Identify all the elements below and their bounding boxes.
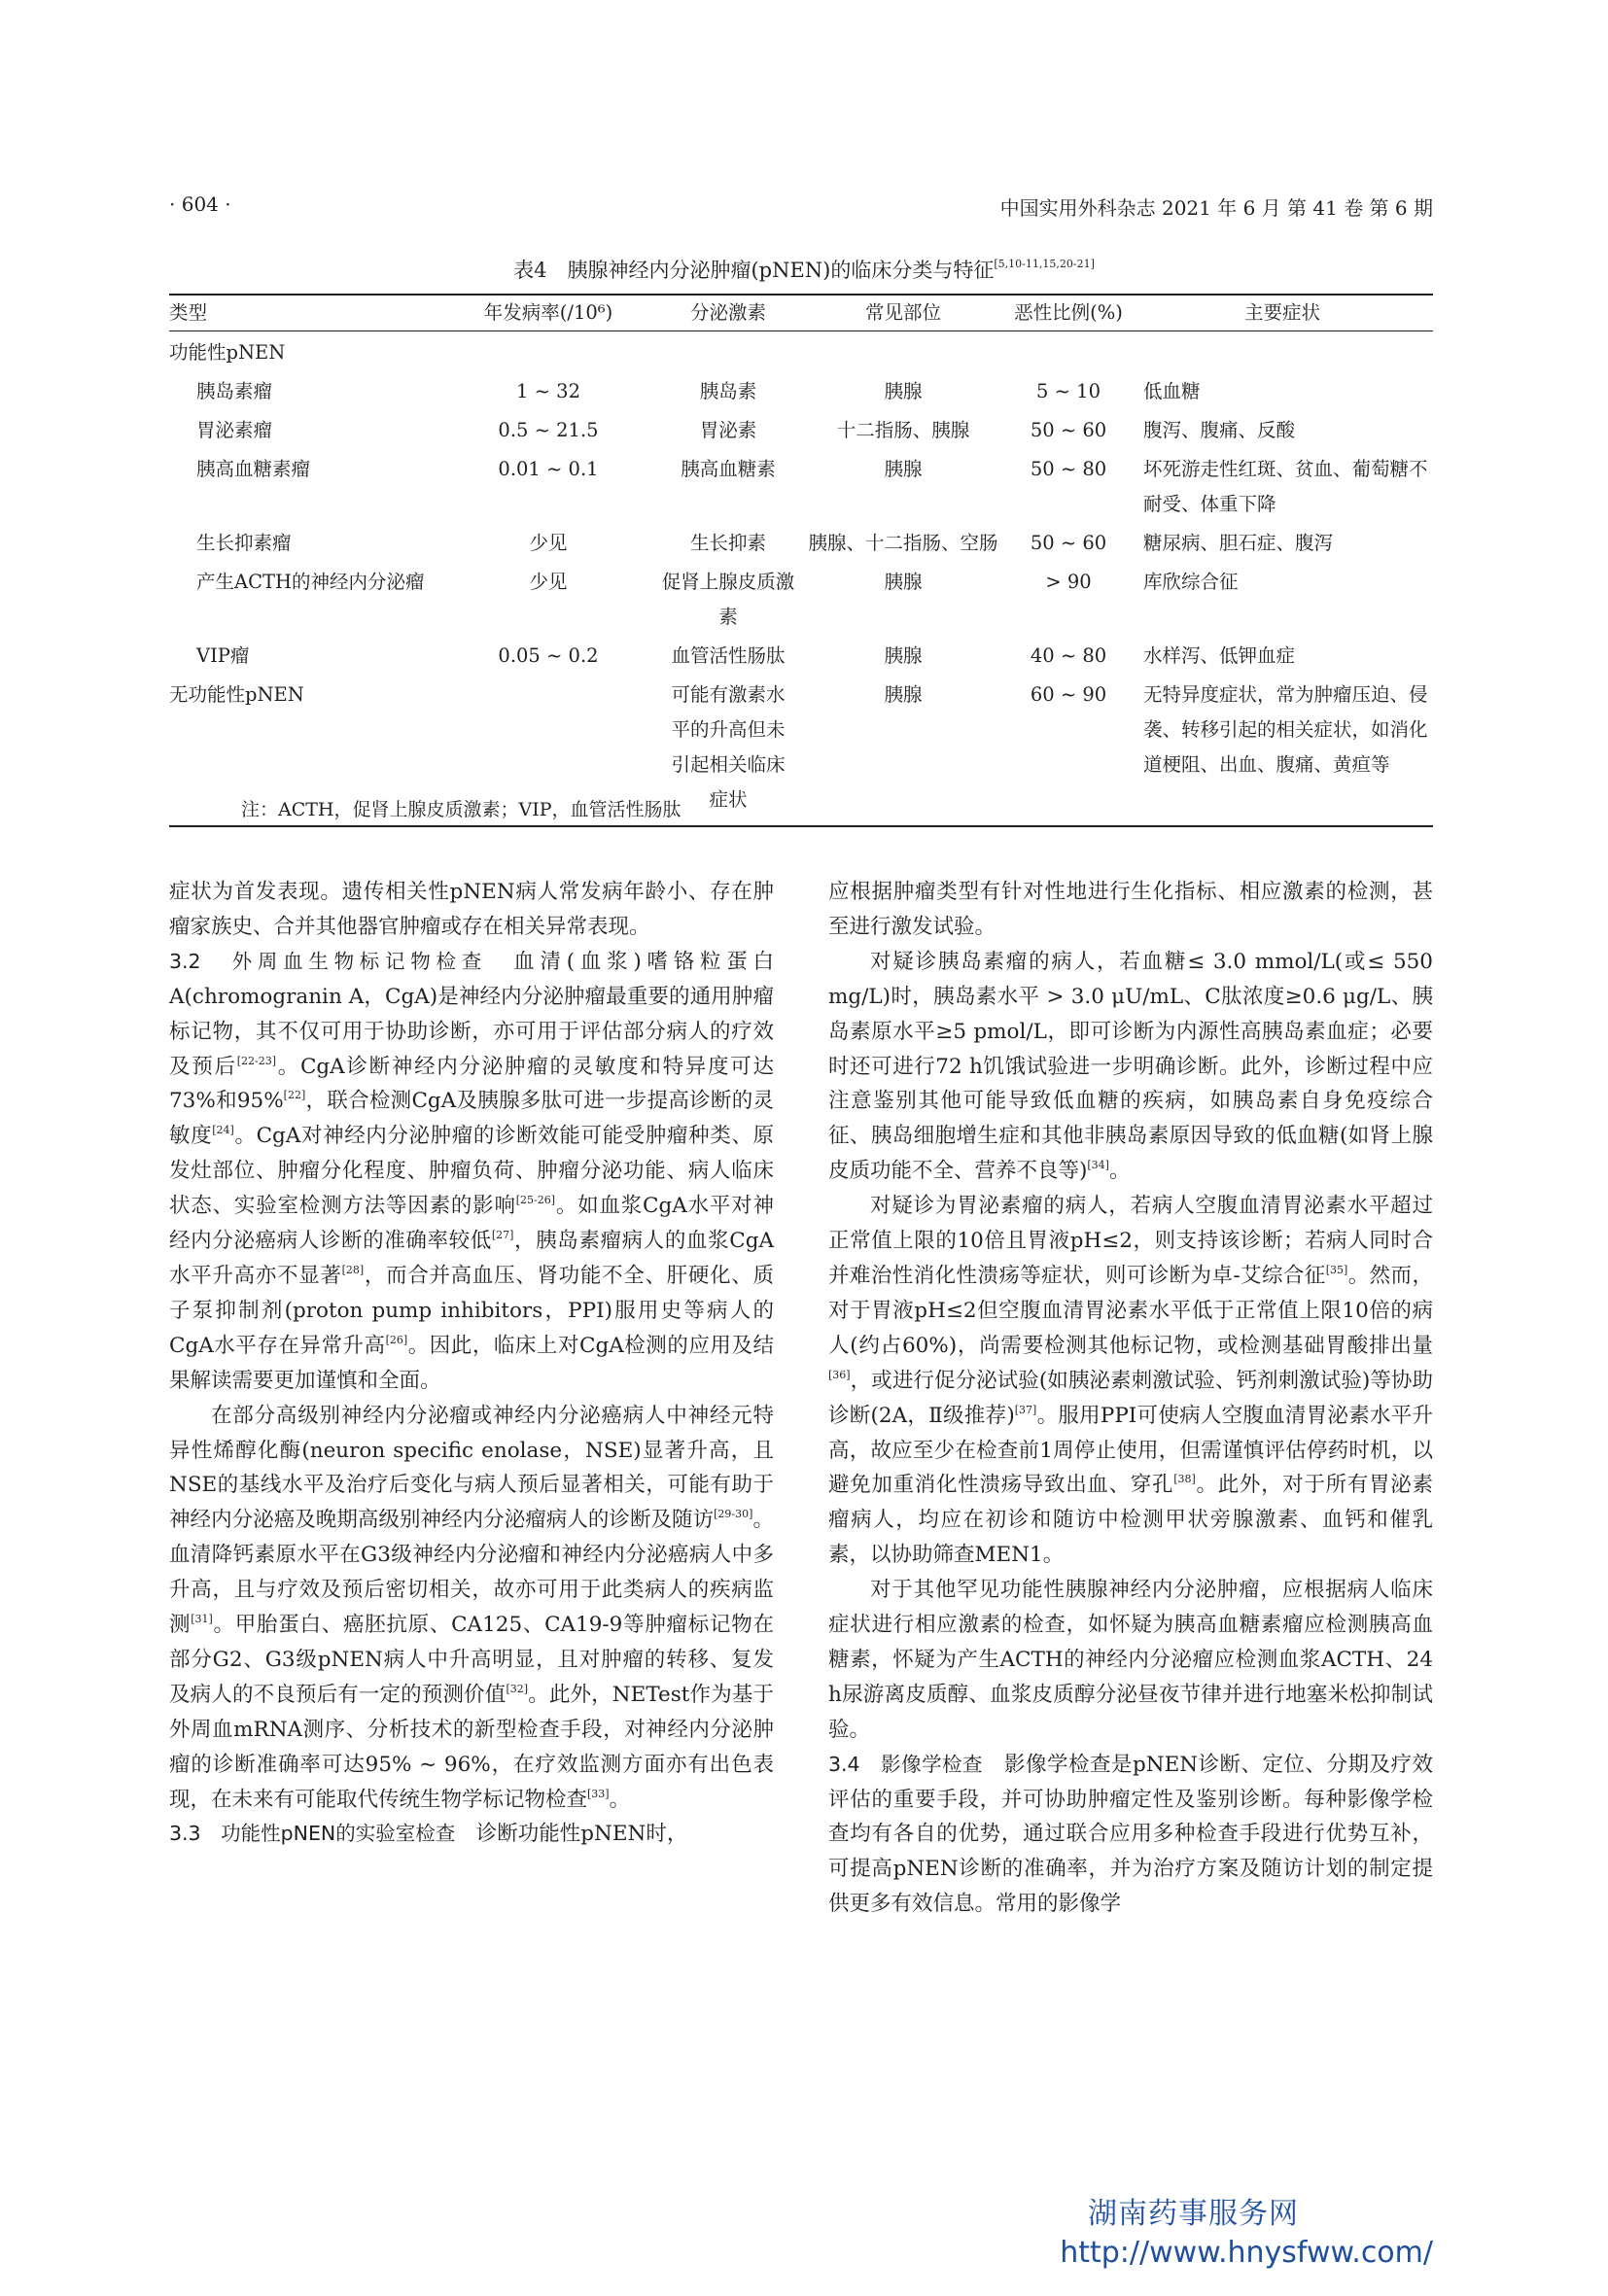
- table-row: [169, 522, 1433, 561]
- table-row: [169, 635, 1433, 674]
- text-run: 对疑诊为胃泌素瘤的病人，若病人空腹血清胃泌素水平超过正常值上限的10倍且胃液pH≤2，则支持该诊断；若病人同时合并难治性消化性溃疡等症状，则可诊断为卓-艾综合征: [828, 1194, 1433, 1288]
- table-cell: 胰岛素: [699, 380, 757, 402]
- text-run: 。: [609, 1787, 631, 1812]
- classification-table: [169, 294, 1433, 827]
- citation: [22]: [283, 1089, 306, 1102]
- table-cell: 胰高血糖素瘤: [196, 458, 311, 480]
- table-cell: 糖尿病、胆石症、腹泻: [1143, 532, 1334, 554]
- watermark-name: 湖南药事服务网: [1088, 2197, 1299, 2231]
- citation: [29-30]: [714, 1508, 753, 1521]
- table-cell: 产生ACTH的神经内分泌瘤: [196, 571, 425, 593]
- table-row: [169, 561, 1433, 635]
- table-note: 注：ACTH，促肾上腺皮质激素；VIP，血管活性肠肽: [241, 799, 682, 820]
- paragraph: 对于其他罕见功能性胰腺神经内分泌肿瘤，应根据病人临床症状进行相应激素的检查，如怀疑为胰高血糖素瘤应检测胰高血糖素，怀疑为产生ACTH的神经内分泌瘤应检测血浆ACTH、24 h尿游离皮质醇、血浆皮质醇分泌昼夜节律并进行地塞米松抑制试验。: [828, 1578, 1433, 1742]
- text-run: 。甲胎蛋白、癌胚抗原、CA125、CA19-9等肿瘤标记物在部分G2、G3级pNEN病人中升高明显，且对肿瘤的转移、复发及病人的不良预后有一定的预测价值: [169, 1613, 774, 1707]
- table-cell: 胰腺: [884, 380, 923, 402]
- table-header-row: [169, 295, 1433, 331]
- citation: [38]: [1173, 1473, 1196, 1486]
- citation: [27]: [491, 1229, 514, 1242]
- text-run: 。: [1108, 1159, 1131, 1184]
- table-cell: 胃泌素: [699, 419, 757, 441]
- table-cell: 低血糖: [1143, 380, 1201, 402]
- table-row: [169, 409, 1433, 448]
- citation: [26]: [385, 1333, 408, 1346]
- paragraph: [169, 1399, 774, 1818]
- table-cell: 0.5 ~ 21.5: [498, 419, 599, 441]
- table-cell: 50 ~ 60: [1030, 419, 1107, 441]
- left-column: [169, 875, 774, 1852]
- text-run: 血清(血浆)嗜铬粒蛋白A(chromogranin A，CgA)是神经内分泌肿瘤最重要的通用肿瘤标记物，其不仅可用于协助诊断，亦可用于评估部分病人的疗效及预后: [169, 949, 774, 1079]
- right-column: [828, 875, 1433, 1922]
- page-number: · 604 ·: [169, 192, 231, 216]
- text-run: 。CgA对神经内分泌肿瘤的诊断效能可能受肿瘤种类、原发灶部位、肿瘤分化程度、肿瘤负荷、肿瘤分泌功能、病人临床状态、实验室检测方法等因素的影响: [169, 1124, 774, 1219]
- table-cell: 胰腺: [884, 458, 923, 480]
- table-cell: 生长抑素: [689, 532, 766, 554]
- text-run: 。CgA诊断神经内分泌肿瘤的灵敏度和特异度可达73%和95%: [169, 1054, 774, 1114]
- table-cell: 无功能性pNEN: [169, 674, 441, 826]
- table-header-cell: 分泌激素: [655, 295, 801, 331]
- table-header-cell: 恶性比例(%): [1005, 295, 1132, 331]
- table-cell: 血管活性肠肽: [671, 644, 786, 667]
- text-run: 。然而，对于胃液pH≤2但空腹血清胃泌素水平低于正常值上限10倍的病人(约占60%)，尚需要检测其他标记物，或检测基础胃酸排出量: [828, 1263, 1433, 1358]
- citation: [22-23]: [236, 1054, 276, 1067]
- paragraph: [828, 1748, 1433, 1923]
- table-header-cell: 主要症状: [1132, 295, 1433, 331]
- table-cell: 促肾上腺皮质激素: [661, 571, 795, 628]
- citation: [33]: [587, 1787, 610, 1800]
- table-caption: [0, 255, 1608, 284]
- table-cell: [801, 331, 1005, 371]
- table-cell: 50 ~ 80: [1030, 458, 1107, 480]
- text-run: 。如血浆CgA水平对神经内分泌癌病人诊断的准确率较低: [169, 1194, 774, 1254]
- table-cell: 胰腺: [884, 571, 923, 593]
- table-caption-ref: [5,10-11,15,20-21]: [994, 258, 1095, 270]
- table-cell: 库欣综合征: [1143, 571, 1239, 593]
- citation: [25-26]: [515, 1194, 556, 1207]
- table-cell: 生长抑素瘤: [196, 532, 292, 554]
- text-run: 。服用PPI可使病人空腹血清胃泌素水平升高，故应至少在检查前1周停止使用，但需谨慎评估停药时机，以避免加重消化性溃疡导致出血、穿孔: [828, 1403, 1433, 1498]
- citation: [32]: [506, 1682, 529, 1695]
- table-cell: 少见: [529, 571, 568, 593]
- section-heading: 3.3 功能性pNEN的实验室检查: [169, 1822, 456, 1846]
- table-header-cell: 类型: [169, 295, 441, 331]
- citation: [35]: [1325, 1263, 1348, 1276]
- table-cell: 0.05 ~ 0.2: [498, 644, 599, 667]
- table-caption-text: 表4 胰腺神经内分泌肿瘤(pNEN)的临床分类与特征: [513, 259, 995, 282]
- text-run: 。血清降钙素原水平在G3级神经内分泌瘤和神经内分泌癌病人中多升高，且与疗效及预后密切相关，故亦可用于此类病人的疾病监测: [169, 1508, 774, 1638]
- text-run: 。因此，临床上对CgA检测的应用及结果解读需要更加谨慎和全面。: [169, 1333, 774, 1393]
- table-cell: 60 ~ 90: [1005, 674, 1132, 826]
- table-cell: 胃泌素瘤: [196, 419, 273, 441]
- citation: [24]: [212, 1124, 234, 1137]
- table-cell: 水样泻、低钾血症: [1143, 644, 1296, 667]
- text-run: 诊断功能性pNEN时，: [455, 1822, 688, 1847]
- table-cell: > 90: [1045, 571, 1092, 593]
- table-cell: 十二指肠、胰腺: [836, 419, 970, 441]
- table-header-cell: 年发病率(/10⁶): [441, 295, 655, 331]
- table-cell: [1132, 331, 1433, 371]
- table-row: [169, 448, 1433, 522]
- table-cell: 50 ~ 60: [1030, 532, 1107, 554]
- watermark-url[interactable]: http://www.hnysfww.com/: [1060, 2236, 1433, 2270]
- table-cell: VIP瘤: [196, 644, 250, 667]
- table-cell: [441, 331, 655, 371]
- text-run: 对疑诊胰岛素瘤的病人，若血糖≤ 3.0 mmol/L(或≤ 550 mg/L)时，胰岛素水平 > 3.0 μU/mL、C肽浓度≥0.6 μg/L、胰岛素原水平≥5 pmol/L，即可诊断为内源性高胰岛素血症；必要时还可进行72 h饥饿试验进一步明确诊断。此外，诊断过程中应注意鉴别其他可能导致低血糖的疾病，如胰岛素自身免疫综合征、胰岛细胞增生症和其他非胰岛素原因导致的低血糖(如肾上腺皮质功能不全、营养不良等): [828, 949, 1433, 1184]
- table-header-cell: 常见部位: [801, 295, 1005, 331]
- paragraph: [828, 945, 1433, 1189]
- table-cell: 腹泻、腹痛、反酸: [1143, 419, 1296, 441]
- citation: [31]: [191, 1613, 213, 1626]
- section-heading: 3.2 外周血生物标记物检查: [169, 949, 488, 973]
- journal-header: 中国实用外科杂志 2021 年 6 月 第 41 卷 第 6 期: [999, 196, 1433, 220]
- table-cell: 坏死游走性红斑、贫血、葡萄糖不耐受、体重下降: [1143, 458, 1428, 515]
- paragraph: [169, 945, 774, 1399]
- table-row: [169, 370, 1433, 409]
- citation: [37]: [1014, 1403, 1037, 1416]
- citation: [28]: [341, 1263, 365, 1276]
- table-cell: 胰腺: [884, 644, 923, 667]
- section-heading: 3.4 影像学检查: [828, 1752, 984, 1776]
- table-cell: [655, 331, 801, 371]
- table-cell: 1 ~ 32: [516, 380, 580, 402]
- text-run: 。此外，对于所有胃泌素瘤病人，均应在初诊和随访中检测甲状旁腺激素、血钙和催乳素，以协助筛查MEN1。: [828, 1473, 1433, 1568]
- paragraph: 症状为首发表现。遗传相关性pNEN病人常发病年龄小、存在肿瘤家族史、合并其他器官肿瘤或存在相关异常表现。: [169, 880, 774, 939]
- text-run: ，联合检测CgA及胰腺多肽可进一步提高诊断的灵敏度: [169, 1089, 774, 1149]
- paragraph: [828, 1189, 1433, 1573]
- text-run: 影像学检查是pNEN诊断、定位、分期及疗效评估的重要手段，并可协助肿瘤定性及鉴别诊断。每种影像学检查均有各自的优势，通过联合应用多种检查手段进行优势互补，可提高pNEN诊断的准确率，并为治疗方案及随访计划的制定提供更多有效信息。常用的影像学: [828, 1752, 1433, 1917]
- paragraph: [169, 1817, 774, 1852]
- table-cell: 无特异度症状，常为肿瘤压迫、侵袭、转移引起的相关症状，如消化道梗阻、出血、腹痛、黄疸等: [1132, 674, 1433, 826]
- table-cell: 胰腺、十二指肠、空肠: [808, 532, 998, 554]
- table-cell: 胰高血糖素: [681, 458, 776, 480]
- table-cell: 0.01 ~ 0.1: [498, 458, 599, 480]
- table-cell: 胰腺: [801, 674, 1005, 826]
- text-run: ，胰岛素瘤病人的血浆CgA水平升高亦不显著: [169, 1229, 774, 1288]
- text-run: 在部分高级别神经内分泌瘤或神经内分泌癌病人中神经元特异性烯醇化酶(neuron specific enolase，NSE)显著升高，且NSE的基线水平及治疗后变化与病人预后显著相关，可能有助于神经内分泌癌及晚期高级别神经内分泌瘤病人的诊断及随访: [169, 1403, 774, 1533]
- table-row: [169, 331, 1433, 371]
- paragraph: 应根据肿瘤类型有针对性地进行生化指标、相应激素的检测，甚至进行激发试验。: [828, 880, 1433, 939]
- citation: [36]: [828, 1368, 851, 1381]
- table-cell: 胰岛素瘤: [196, 380, 273, 402]
- text-run: 。此外，NETest作为基于外周血mRNA测序、分析技术的新型检查手段，对神经内分泌肿瘤的诊断准确率可达95% ~ 96%，在疗效监测方面亦有出色表现，在未来有可能取代传统生物学标记物检查: [169, 1682, 774, 1812]
- table-cell: [1005, 331, 1132, 371]
- table-cell: 40 ~ 80: [1030, 644, 1107, 667]
- citation: [34]: [1087, 1159, 1109, 1172]
- table-cell: 功能性pNEN: [169, 341, 286, 364]
- table-cell: 可能有激素水平的升高但未引起相关临床症状: [655, 674, 801, 826]
- text-run: ，或进行促分泌试验(如胰泌素刺激试验、钙剂刺激试验)等协助诊断(2A，Ⅱ级推荐): [828, 1368, 1433, 1428]
- table-cell: 少见: [529, 532, 568, 554]
- text-run: ，而合并高血压、肾功能不全、肝硬化、质子泵抑制剂(proton pump inhibitors，PPI)服用史等病人的CgA水平存在异常升高: [169, 1263, 774, 1358]
- table-cell: 5 ~ 10: [1036, 380, 1101, 402]
